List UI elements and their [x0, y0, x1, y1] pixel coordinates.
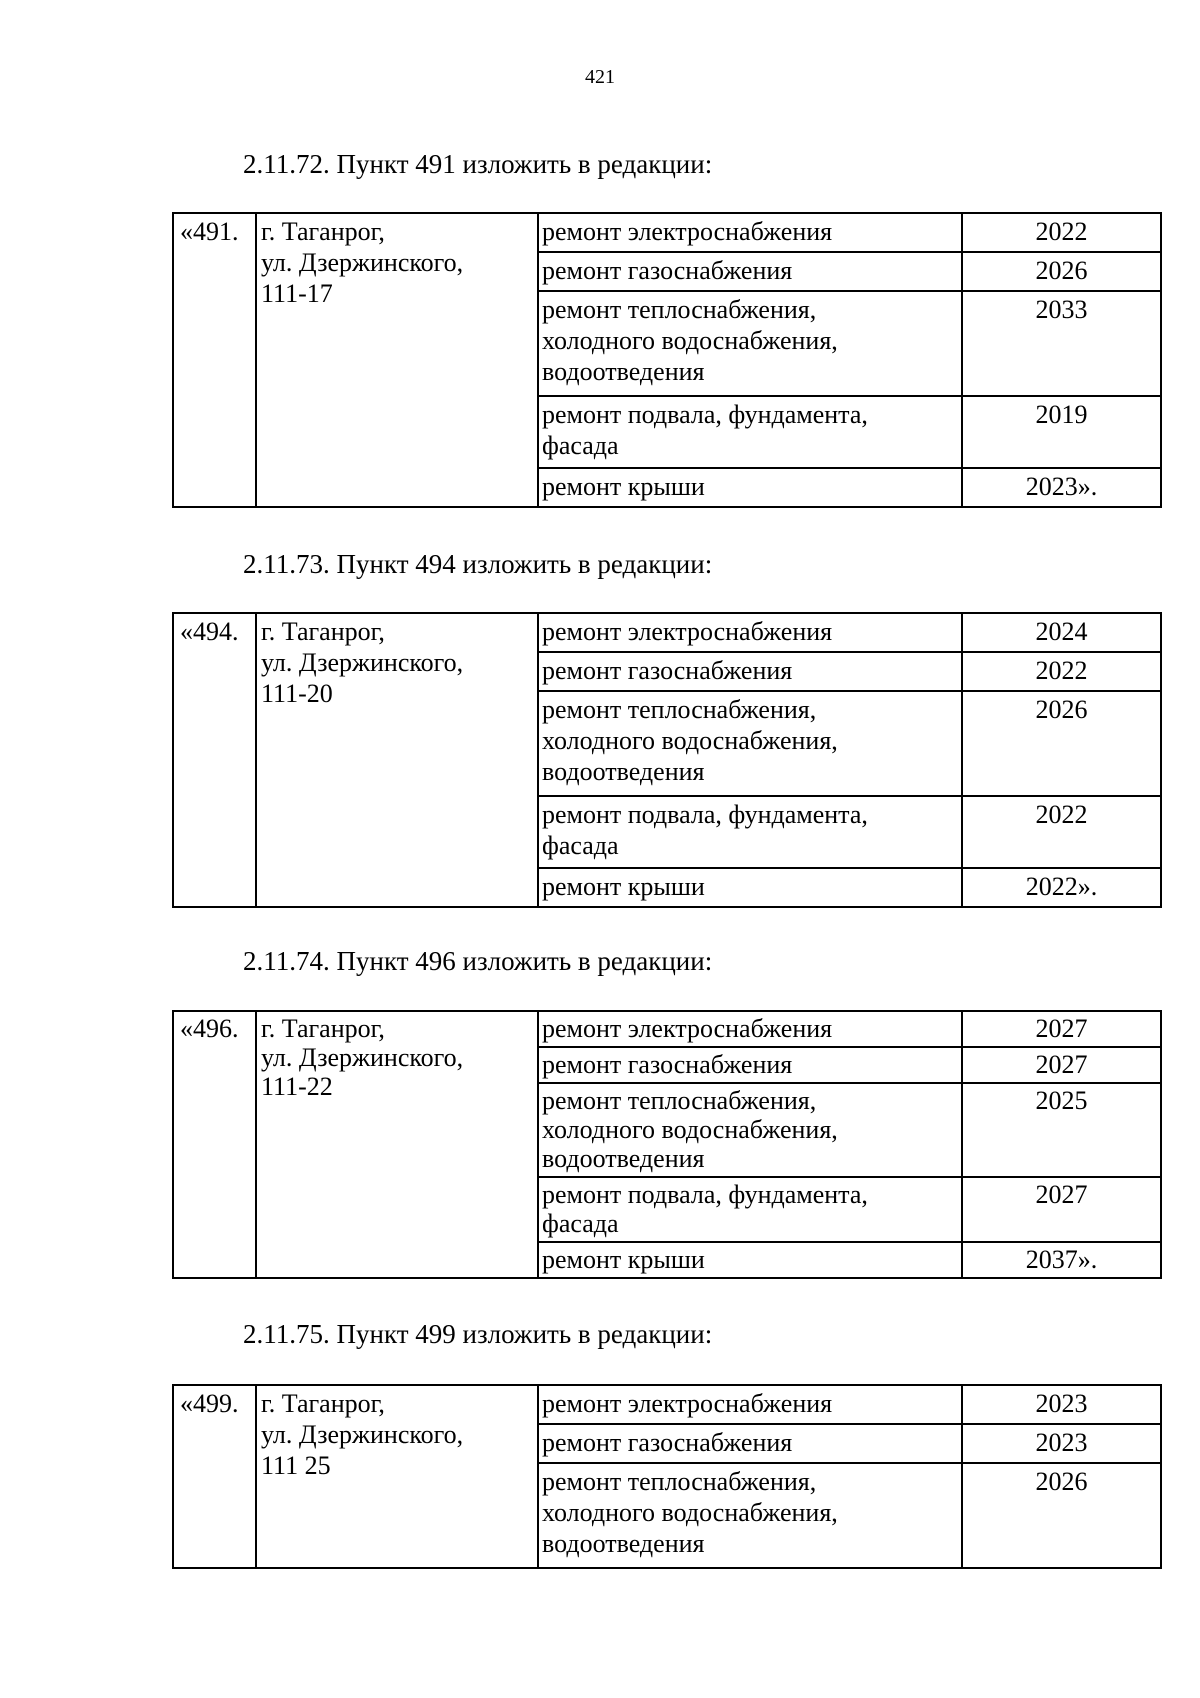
item-number: «494.	[173, 613, 256, 907]
item-address	[256, 213, 538, 507]
table-row	[173, 613, 1161, 652]
year-cell: 2025	[962, 1083, 1161, 1177]
work-line: ремонт подвала, фундамента,	[542, 1180, 868, 1209]
item-number: «491.	[173, 213, 256, 507]
item-address	[256, 1385, 538, 1568]
work-line: ремонт электроснабжения	[542, 1014, 833, 1043]
year-cell: 2023	[962, 1385, 1161, 1424]
work-line: ремонт крыши	[542, 472, 705, 501]
work-line: ремонт газоснабжения	[542, 256, 793, 285]
work-line: холодного водоснабжения,	[542, 326, 838, 355]
table-row	[173, 1385, 1161, 1424]
work-cell	[538, 652, 962, 691]
year-cell: 2027	[962, 1011, 1161, 1047]
year-cell: 2037».	[962, 1242, 1161, 1278]
work-line: холодного водоснабжения,	[542, 1498, 838, 1527]
year-cell: 2026	[962, 691, 1161, 796]
work-line: ремонт электроснабжения	[542, 217, 833, 246]
work-line: холодного водоснабжения,	[542, 1115, 838, 1144]
work-line: ремонт теплоснабжения,	[542, 295, 817, 324]
year-cell: 2033	[962, 291, 1161, 396]
work-line: фасада	[542, 431, 619, 460]
work-line: фасада	[542, 1209, 619, 1238]
item-table	[172, 612, 1162, 908]
section-heading: 2.11.72. Пункт 491 изложить в редакции:	[243, 149, 713, 179]
item-number: «496.	[173, 1011, 256, 1278]
work-cell	[538, 1424, 962, 1463]
address-line: г. Таганрог,	[261, 1389, 385, 1418]
work-line: ремонт электроснабжения	[542, 617, 833, 646]
work-cell	[538, 291, 962, 396]
work-line: водоотведения	[542, 1529, 705, 1558]
work-line: водоотведения	[542, 357, 705, 386]
year-cell: 2019	[962, 396, 1161, 468]
work-cell	[538, 396, 962, 468]
work-cell	[538, 468, 962, 507]
address-line: г. Таганрог,	[261, 1014, 385, 1043]
work-line: водоотведения	[542, 757, 705, 786]
work-cell	[538, 252, 962, 291]
year-cell: 2022	[962, 652, 1161, 691]
work-cell	[538, 1011, 962, 1047]
year-cell: 2024	[962, 613, 1161, 652]
section-heading: 2.11.73. Пункт 494 изложить в редакции:	[243, 549, 713, 579]
work-line: ремонт крыши	[542, 1245, 705, 1274]
year-cell: 2022».	[962, 868, 1161, 907]
year-cell: 2026	[962, 1463, 1161, 1568]
work-line: холодного водоснабжения,	[542, 726, 838, 755]
year-cell: 2022	[962, 796, 1161, 868]
work-cell	[538, 1177, 962, 1242]
address-line: г. Таганрог,	[261, 217, 385, 246]
work-line: ремонт теплоснабжения,	[542, 1086, 817, 1115]
work-cell	[538, 1083, 962, 1177]
section-heading: 2.11.74. Пункт 496 изложить в редакции:	[243, 946, 713, 976]
work-cell	[538, 1242, 962, 1278]
work-line: ремонт газоснабжения	[542, 656, 793, 685]
work-line: ремонт подвала, фундамента,	[542, 400, 868, 429]
item-table	[172, 1384, 1162, 1569]
work-line: ремонт теплоснабжения,	[542, 695, 817, 724]
work-cell	[538, 613, 962, 652]
address-line: 111-22	[261, 1072, 333, 1101]
work-cell	[538, 796, 962, 868]
address-line: ул. Дзержинского,	[261, 648, 464, 677]
address-line: 111-17	[261, 279, 333, 308]
work-line: водоотведения	[542, 1144, 705, 1173]
year-cell: 2027	[962, 1177, 1161, 1242]
work-cell	[538, 1463, 962, 1568]
address-line: г. Таганрог,	[261, 617, 385, 646]
year-cell: 2023	[962, 1424, 1161, 1463]
table-row	[173, 213, 1161, 252]
table-row	[173, 1011, 1161, 1047]
section-heading: 2.11.75. Пункт 499 изложить в редакции:	[243, 1319, 713, 1349]
address-line: ул. Дзержинского,	[261, 248, 464, 277]
work-line: фасада	[542, 831, 619, 860]
work-line: ремонт газоснабжения	[542, 1428, 793, 1457]
item-address	[256, 613, 538, 907]
page-number: 421	[585, 66, 615, 88]
work-line: ремонт газоснабжения	[542, 1050, 793, 1079]
item-number: «499.	[173, 1385, 256, 1568]
year-cell: 2022	[962, 213, 1161, 252]
work-line: ремонт теплоснабжения,	[542, 1467, 817, 1496]
item-address	[256, 1011, 538, 1278]
address-line: 111 25	[261, 1451, 331, 1480]
address-line: ул. Дзержинского,	[261, 1043, 464, 1072]
item-table	[172, 1010, 1162, 1279]
work-cell	[538, 868, 962, 907]
work-cell	[538, 1385, 962, 1424]
item-table	[172, 212, 1162, 508]
work-line: ремонт электроснабжения	[542, 1389, 833, 1418]
year-cell: 2026	[962, 252, 1161, 291]
work-cell	[538, 1047, 962, 1083]
work-cell	[538, 213, 962, 252]
address-line: ул. Дзержинского,	[261, 1420, 464, 1449]
address-line: 111-20	[261, 679, 333, 708]
work-cell	[538, 691, 962, 796]
work-line: ремонт крыши	[542, 872, 705, 901]
year-cell: 2027	[962, 1047, 1161, 1083]
work-line: ремонт подвала, фундамента,	[542, 800, 868, 829]
year-cell: 2023».	[962, 468, 1161, 507]
